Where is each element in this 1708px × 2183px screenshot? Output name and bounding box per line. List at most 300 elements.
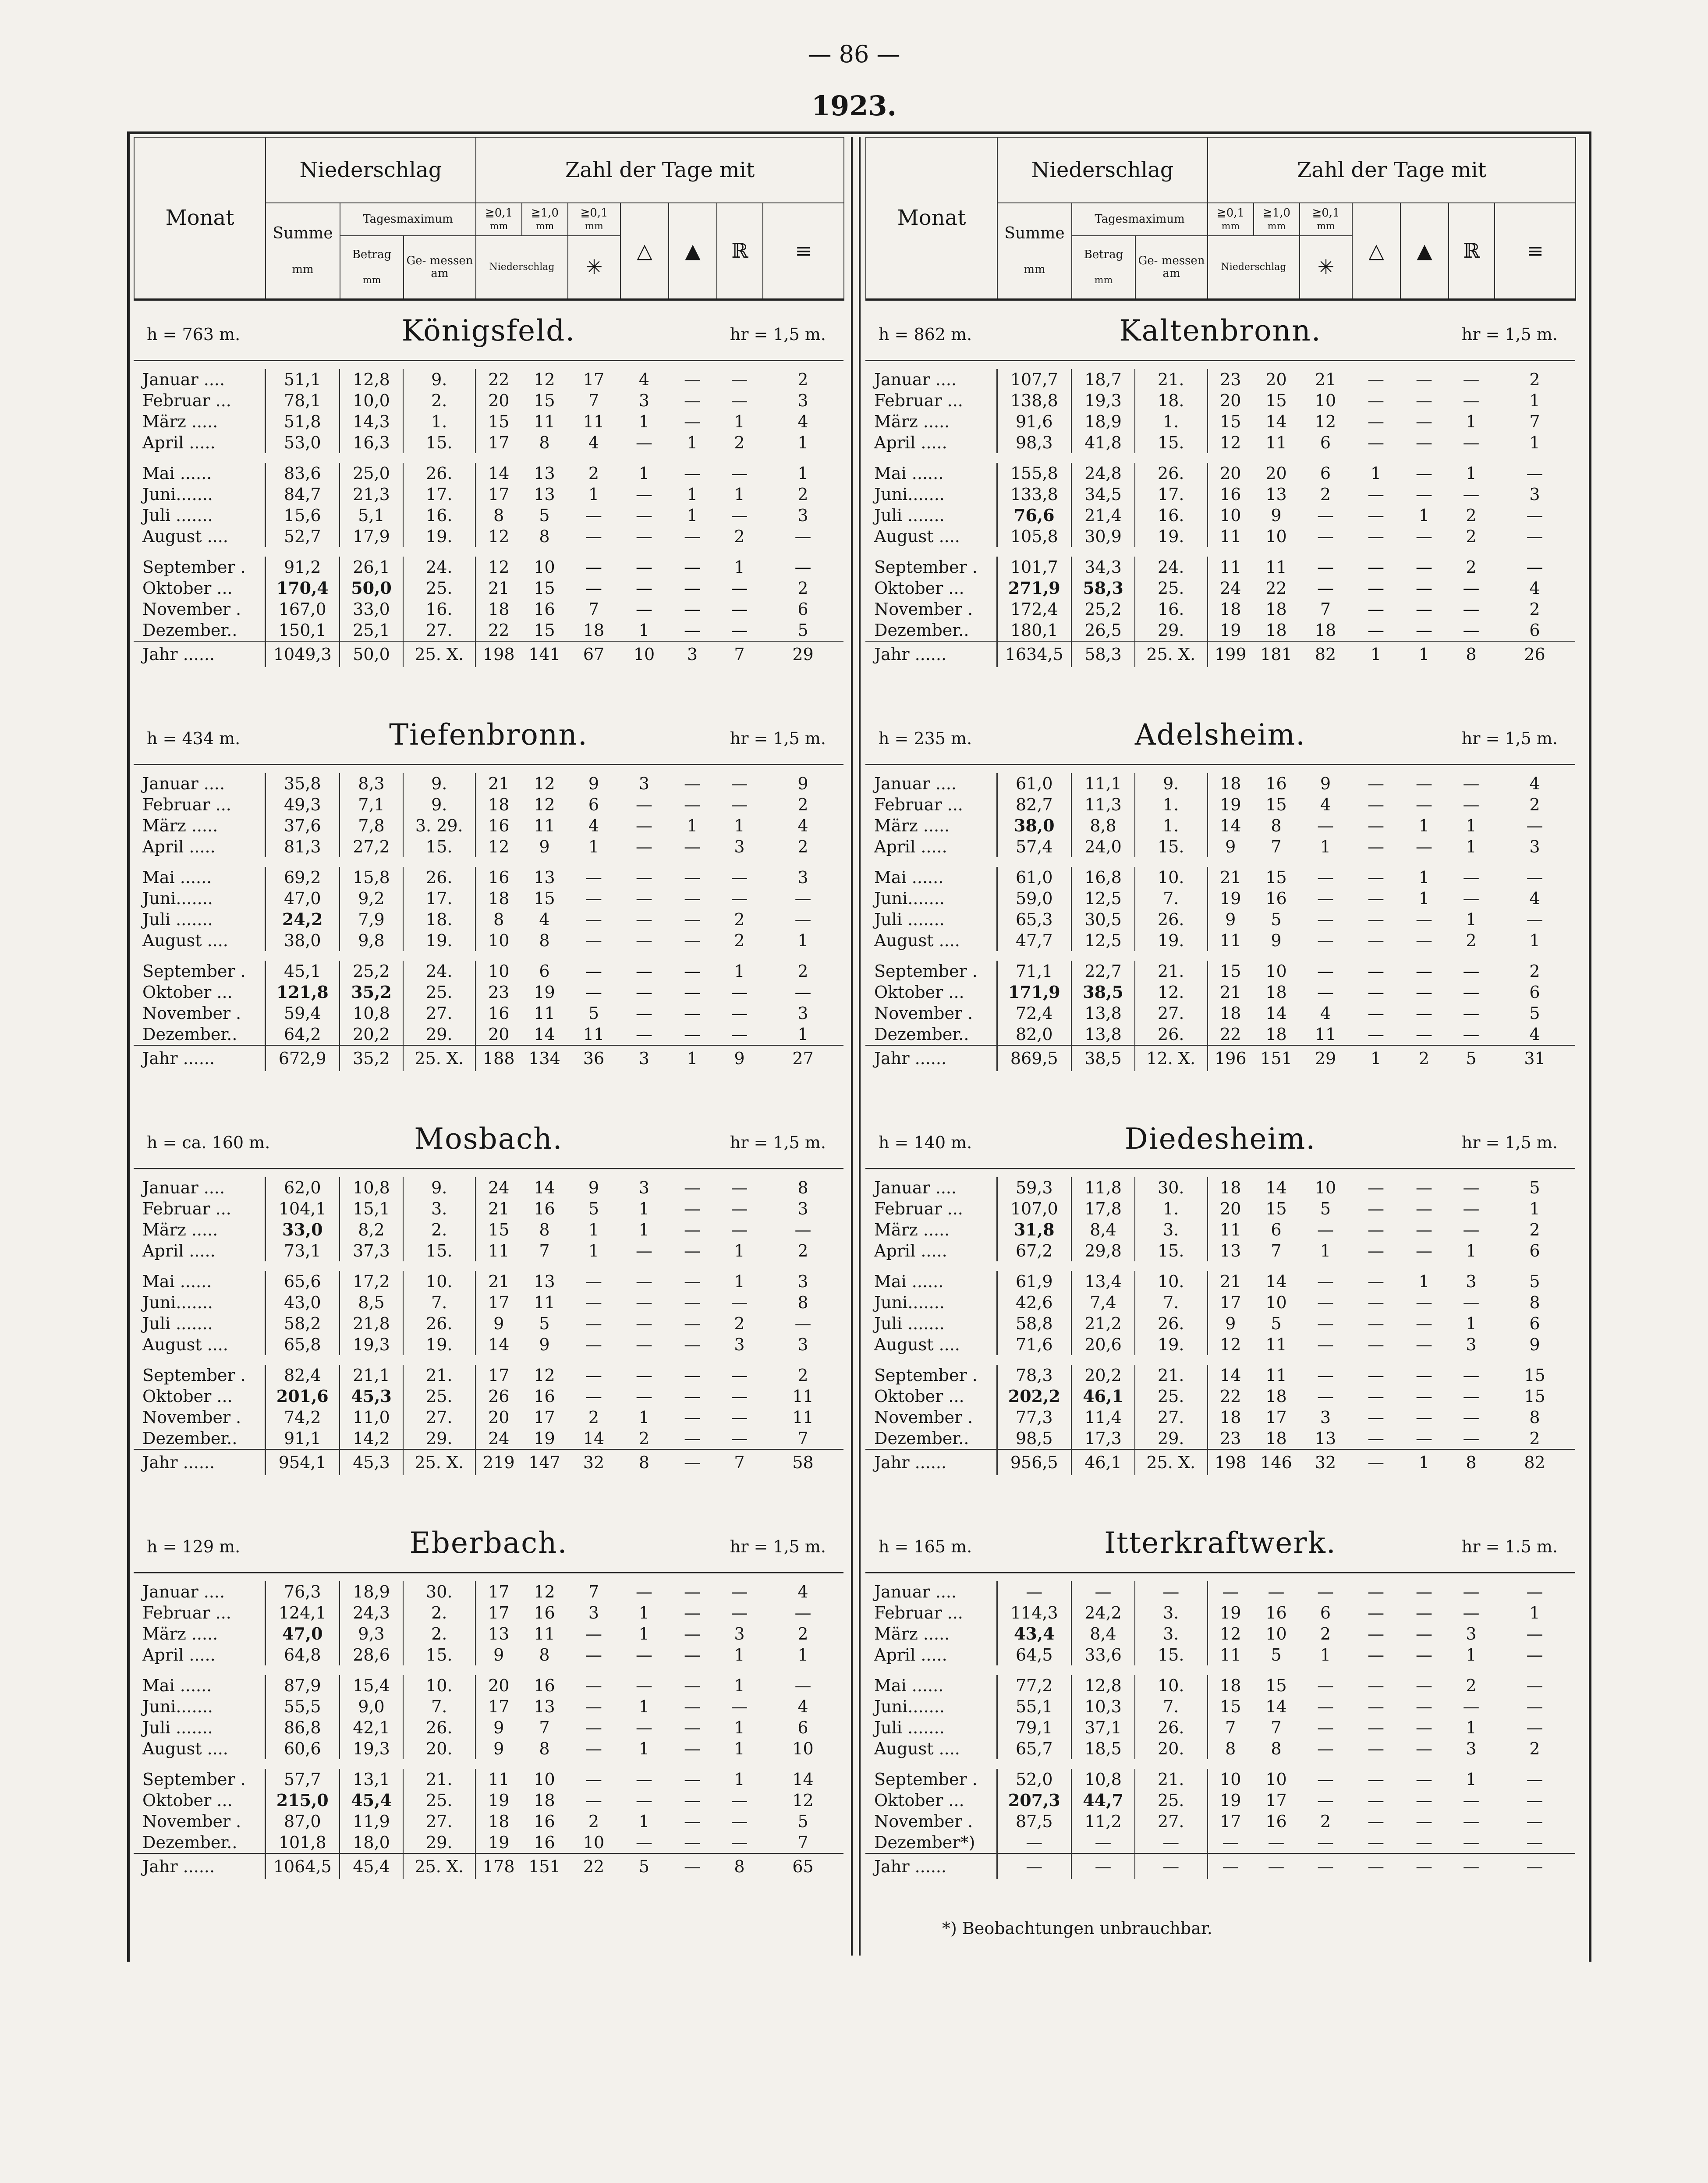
value-cell: — — [1368, 1645, 1384, 1665]
value-cell: — — [636, 1335, 652, 1354]
value-cell: 33,6 — [1071, 1644, 1135, 1665]
value-cell: 170,4 — [265, 578, 340, 599]
value-cell: 1 — [638, 1811, 650, 1831]
value-cell: 1 — [638, 1603, 650, 1622]
table-row — [134, 1313, 843, 1334]
value-cell: 14 — [534, 1178, 555, 1197]
value-cell: 55,1 — [997, 1696, 1071, 1717]
table-row — [865, 1581, 1575, 1602]
month-cell: Jahr ...... — [134, 1045, 265, 1071]
value-cell: 180,1 — [997, 620, 1071, 641]
value-cell: 1 — [1320, 1645, 1331, 1665]
value-cell: — — [1317, 1313, 1334, 1333]
value-cell: — — [585, 1718, 602, 1737]
value-cell: 1 — [1466, 1645, 1477, 1665]
month-cell: Juli ....... — [865, 1313, 997, 1334]
value-cell: 28,6 — [340, 1644, 403, 1665]
value-cell: 12,8 — [1071, 1675, 1135, 1696]
value-cell: — — [684, 1241, 701, 1260]
value-cell: 6 — [1320, 463, 1331, 483]
value-cell: 9 — [493, 1718, 504, 1737]
value-cell: 5 — [1271, 1313, 1282, 1333]
value-cell: 12 — [534, 369, 555, 389]
month-cell: März ..... — [134, 1623, 265, 1644]
value-cell: — — [1268, 1832, 1285, 1852]
value-cell: 9 — [1529, 1335, 1540, 1354]
table-row — [134, 1386, 843, 1407]
value-cell: — — [731, 620, 748, 640]
value-cell: — — [1135, 1853, 1207, 1879]
table-row — [134, 982, 843, 1003]
value-cell: 7 — [1271, 837, 1282, 856]
value-cell: 8 — [1225, 1739, 1236, 1758]
value-cell: — — [1317, 1582, 1334, 1601]
value-cell: 12 — [534, 1365, 555, 1385]
value-cell: 17. — [1135, 484, 1207, 505]
value-cell: 1 — [588, 1220, 599, 1239]
value-cell: 16 — [488, 816, 510, 835]
table-row — [134, 1675, 843, 1696]
value-cell: 18 — [488, 888, 510, 908]
station-hr: hr = 1.5 m. — [1461, 1537, 1558, 1556]
value-cell: 24. — [403, 557, 475, 578]
value-cell: — — [636, 816, 652, 835]
value-cell: 5 — [1271, 909, 1282, 929]
value-cell: — — [1526, 816, 1543, 835]
value-cell: 91,1 — [265, 1428, 340, 1449]
station-block — [134, 301, 843, 705]
value-cell: 155,8 — [997, 463, 1071, 484]
table-row — [865, 1198, 1575, 1219]
value-cell: — — [1416, 795, 1432, 814]
value-cell: 10. — [403, 1271, 475, 1292]
month-cell: Juni....... — [865, 484, 997, 505]
value-cell: — — [1317, 1220, 1334, 1239]
value-cell: — — [1368, 433, 1384, 452]
value-cell: — — [1368, 1178, 1384, 1197]
value-cell: 1 — [734, 484, 745, 504]
value-cell: 5 — [1320, 1199, 1331, 1218]
value-cell: 24. — [403, 961, 475, 982]
value-cell: 167,0 — [265, 599, 340, 620]
value-cell: — — [1368, 816, 1384, 835]
value-cell: — — [1317, 867, 1334, 887]
month-cell: Juni....... — [865, 1696, 997, 1717]
value-cell: 13 — [534, 463, 555, 483]
header-ge01: ≧0,1 mm — [1208, 203, 1254, 236]
value-cell: 19. — [403, 930, 475, 951]
value-cell: 101,7 — [997, 557, 1071, 578]
value-cell: — — [585, 1292, 602, 1312]
value-cell: — — [585, 1645, 602, 1665]
month-cell: Februar ... — [865, 794, 997, 815]
value-cell: — — [1071, 1853, 1135, 1879]
value-cell: 91,2 — [265, 557, 340, 578]
value-cell: — — [1463, 1003, 1480, 1023]
value-cell: 19 — [488, 1832, 510, 1852]
value-cell: — — [585, 961, 602, 981]
value-cell: 16 — [534, 599, 555, 619]
value-cell: — — [684, 1292, 701, 1312]
value-cell: — — [731, 463, 748, 483]
value-cell: 24,3 — [340, 1602, 403, 1623]
value-cell: 10,0 — [340, 390, 403, 411]
value-cell: 2 — [1529, 961, 1540, 981]
value-cell: 8,8 — [1071, 815, 1135, 836]
value-cell: — — [1526, 526, 1543, 546]
year-total-row — [865, 1045, 1575, 1071]
value-cell: 64,5 — [997, 1644, 1071, 1665]
value-cell: 65,6 — [265, 1271, 340, 1292]
value-cell: — — [636, 1003, 652, 1023]
value-cell: — — [1400, 1853, 1448, 1879]
value-cell: — — [1368, 369, 1384, 389]
value-cell: 1 — [734, 1675, 745, 1695]
value-cell: 16 — [1265, 1811, 1287, 1831]
table-row — [134, 578, 843, 599]
value-cell: — — [585, 867, 602, 887]
value-cell: 2 — [588, 1407, 599, 1427]
value-cell: 65,3 — [997, 909, 1071, 930]
value-cell: — — [731, 1832, 748, 1852]
table-row — [134, 1644, 843, 1665]
value-cell: 14 — [1265, 412, 1287, 431]
month-cell: Juli ....... — [865, 1717, 997, 1738]
value-cell: 956,5 — [997, 1449, 1071, 1475]
value-cell: 11 — [583, 412, 605, 431]
table-row — [134, 505, 843, 526]
value-cell: 4 — [1320, 795, 1331, 814]
station-height: h = 129 m. — [147, 1537, 241, 1556]
value-cell: 5,1 — [340, 505, 403, 526]
value-cell: 17 — [1265, 1407, 1287, 1427]
value-cell: — — [585, 1739, 602, 1758]
value-cell: 3 — [588, 1603, 599, 1622]
value-cell: — — [1416, 909, 1432, 929]
value-cell: 9 — [1225, 909, 1236, 929]
value-cell: 25. — [403, 1386, 475, 1407]
value-cell: 3 — [668, 641, 716, 667]
month-cell: Juli ....... — [865, 505, 997, 526]
value-cell: — — [1368, 526, 1384, 546]
value-cell: 2 — [797, 484, 808, 504]
value-cell: 17 — [488, 484, 510, 504]
table-row — [134, 1365, 843, 1386]
value-cell: — — [1416, 1675, 1432, 1695]
value-cell: 50,0 — [340, 578, 403, 599]
value-cell: — — [1463, 484, 1480, 504]
value-cell: 76,6 — [997, 505, 1071, 526]
value-cell: 3 — [797, 1271, 808, 1291]
value-cell: — — [1463, 795, 1480, 814]
value-cell: 1 — [1466, 412, 1477, 431]
value-cell: 9. — [403, 794, 475, 815]
value-cell: — — [684, 1199, 701, 1218]
value-cell: 14 — [488, 1335, 510, 1354]
value-cell: — — [731, 1199, 748, 1218]
month-cell: April ..... — [134, 836, 265, 857]
value-cell: — — [1368, 1697, 1384, 1716]
snowflake-icon: ✳ — [1300, 236, 1352, 299]
value-cell: 12,8 — [340, 369, 403, 390]
value-cell: 11,8 — [1071, 1177, 1135, 1198]
value-cell: — — [1416, 599, 1432, 619]
table-row — [134, 1790, 843, 1811]
value-cell: — — [1526, 1769, 1543, 1789]
table-row — [865, 1811, 1575, 1832]
value-cell: 73,1 — [265, 1240, 340, 1261]
month-cell: Jahr ...... — [865, 641, 997, 667]
value-cell: — — [1368, 412, 1384, 431]
month-cell: März ..... — [134, 815, 265, 836]
value-cell: 21 — [1220, 1271, 1241, 1291]
value-cell: 3 — [797, 1335, 808, 1354]
value-cell: 10 — [488, 930, 510, 950]
value-cell: 26 — [488, 1386, 510, 1406]
value-cell: 71,1 — [997, 961, 1071, 982]
month-cell: Oktober ... — [865, 1790, 997, 1811]
value-cell: — — [1526, 1697, 1543, 1716]
value-cell: 11,4 — [1071, 1407, 1135, 1428]
month-cell: Juli ....... — [134, 909, 265, 930]
station-title-bar — [865, 705, 1575, 765]
value-cell: — — [684, 1790, 701, 1810]
value-cell: 1 — [1529, 930, 1540, 950]
value-cell: — — [794, 1313, 811, 1333]
table-row — [134, 1198, 843, 1219]
value-cell: 12,5 — [1071, 888, 1135, 909]
value-cell: 9,0 — [340, 1696, 403, 1717]
table-row — [865, 1428, 1575, 1449]
value-cell: 52,0 — [997, 1769, 1071, 1790]
value-cell: — — [1526, 1790, 1543, 1810]
value-cell: 15. — [1135, 1644, 1207, 1665]
table-row — [134, 411, 843, 432]
value-cell: 7,9 — [340, 909, 403, 930]
value-cell: — — [794, 909, 811, 929]
value-cell: 27. — [403, 1811, 475, 1832]
value-cell: 15 — [1265, 390, 1287, 410]
table-row — [865, 961, 1575, 982]
station-table — [865, 1581, 1575, 1879]
value-cell: 17 — [534, 1407, 555, 1427]
month-cell: Februar ... — [865, 1602, 997, 1623]
table-row — [865, 1271, 1575, 1292]
month-cell: Februar ... — [134, 1198, 265, 1219]
value-cell: 5 — [1529, 1178, 1540, 1197]
value-cell: 1 — [1529, 1603, 1540, 1622]
value-cell: 1 — [1466, 909, 1477, 929]
value-cell: — — [585, 1769, 602, 1789]
value-cell: — — [636, 909, 652, 929]
value-cell: — — [1526, 1645, 1543, 1665]
value-cell: 124,1 — [265, 1602, 340, 1623]
value-cell: 101,8 — [265, 1832, 340, 1853]
value-cell: 11 — [583, 1024, 605, 1044]
value-cell: 12. X. — [1135, 1045, 1207, 1071]
table-row — [865, 578, 1575, 599]
value-cell: 25. — [1135, 1790, 1207, 1811]
value-cell: 51,1 — [265, 369, 340, 390]
value-cell: 1 — [1320, 837, 1331, 856]
value-cell: 1 — [588, 837, 599, 856]
value-cell: — — [636, 433, 652, 452]
value-cell: — — [1368, 961, 1384, 981]
value-cell: 20 — [1265, 463, 1287, 483]
value-cell: 19. — [1135, 930, 1207, 951]
value-cell: 23 — [488, 982, 510, 1002]
value-cell: — — [1416, 1335, 1432, 1354]
station-hr: hr = 1,5 m. — [730, 1537, 826, 1556]
value-cell: — — [1368, 557, 1384, 577]
value-cell: 1 — [638, 1407, 650, 1427]
value-cell: — — [585, 578, 602, 598]
value-cell: 43,0 — [265, 1292, 340, 1313]
table-row — [865, 867, 1575, 888]
value-cell: 4 — [1529, 774, 1540, 793]
month-cell: Oktober ... — [134, 982, 265, 1003]
station-height: h = 140 m. — [879, 1132, 972, 1152]
value-cell: — — [1368, 1675, 1384, 1695]
value-cell: — — [585, 557, 602, 577]
value-cell: — — [1416, 1313, 1432, 1333]
value-cell: — — [684, 1313, 701, 1333]
value-cell: 5 — [539, 505, 550, 525]
value-cell: 2 — [734, 909, 745, 929]
month-cell: Mai ...... — [134, 867, 265, 888]
value-cell: 25. — [403, 1790, 475, 1811]
value-cell: 12 — [792, 1790, 814, 1810]
value-cell: — — [684, 369, 701, 389]
value-cell: — — [731, 795, 748, 814]
table-row — [134, 1832, 843, 1853]
station-height: h = 235 m. — [879, 728, 972, 748]
value-cell: — — [1463, 390, 1480, 410]
value-cell: 15 — [534, 390, 555, 410]
value-cell: 1 — [1529, 433, 1540, 452]
value-cell: — — [636, 888, 652, 908]
value-cell: 78,1 — [265, 390, 340, 411]
value-cell: 53,0 — [265, 432, 340, 453]
value-cell: 104,1 — [265, 1198, 340, 1219]
value-cell: 18 — [488, 1811, 510, 1831]
table-row — [865, 463, 1575, 484]
value-cell: 55,5 — [265, 1696, 340, 1717]
value-cell: 86,8 — [265, 1717, 340, 1738]
value-cell: — — [1463, 1697, 1480, 1716]
value-cell: — — [1526, 557, 1543, 577]
value-cell: 18 — [1265, 1024, 1287, 1044]
value-cell: 2 — [1529, 1739, 1540, 1758]
value-cell: 15 — [1265, 795, 1287, 814]
value-cell: 59,3 — [997, 1177, 1071, 1198]
value-cell: — — [636, 1365, 652, 1385]
value-cell: 58,3 — [1071, 641, 1135, 667]
value-cell: 26. — [403, 867, 475, 888]
month-cell: März ..... — [134, 1219, 265, 1240]
value-cell: — — [1416, 1739, 1432, 1758]
value-cell: 2 — [797, 1365, 808, 1385]
value-cell: — — [636, 578, 652, 598]
value-cell: 15,1 — [340, 1198, 403, 1219]
table-row — [865, 1832, 1575, 1853]
month-cell: Juni....... — [134, 484, 265, 505]
header-niederschlag: Niederschlag — [266, 137, 476, 203]
value-cell: 19,3 — [340, 1334, 403, 1355]
value-cell: — — [1368, 1790, 1384, 1810]
table-row — [134, 1003, 843, 1024]
value-cell: 12 — [1315, 412, 1336, 431]
value-cell: 13 — [1220, 1241, 1241, 1260]
table-row — [865, 599, 1575, 620]
value-cell: — — [1368, 1739, 1384, 1758]
value-cell: 21 — [1220, 867, 1241, 887]
value-cell: 201,6 — [265, 1386, 340, 1407]
value-cell: — — [1368, 909, 1384, 929]
table-row — [134, 1602, 843, 1623]
value-cell: 1 — [734, 1769, 745, 1789]
value-cell: 71,6 — [997, 1334, 1071, 1355]
month-cell: Dezember.. — [134, 1832, 265, 1853]
value-cell: 46,1 — [1071, 1449, 1135, 1475]
value-cell: 13 — [1315, 1428, 1336, 1448]
value-cell: 38,5 — [1071, 1045, 1135, 1071]
value-cell: 20 — [488, 1024, 510, 1044]
value-cell: 11 — [1220, 1645, 1241, 1665]
value-cell: — — [731, 1220, 748, 1239]
value-cell: 13,8 — [1071, 1024, 1135, 1045]
value-cell: 14 — [1265, 1271, 1287, 1291]
table-row — [134, 1024, 843, 1045]
value-cell: 19. — [403, 526, 475, 547]
value-cell: 98,3 — [997, 432, 1071, 453]
triangle-icon: △ — [1352, 203, 1400, 299]
value-cell: 9,8 — [340, 930, 403, 951]
value-cell: — — [684, 1624, 701, 1643]
station-height: h = 165 m. — [879, 1537, 972, 1556]
value-cell: 14 — [1220, 816, 1241, 835]
value-cell: — — [636, 1024, 652, 1044]
value-cell: 1 — [797, 433, 808, 452]
value-cell: 8,4 — [1071, 1219, 1135, 1240]
month-cell: September . — [865, 961, 997, 982]
month-cell: Oktober ... — [134, 1386, 265, 1407]
value-cell: — — [1317, 961, 1334, 981]
value-cell: 15 — [488, 412, 510, 431]
value-cell: — — [636, 982, 652, 1002]
value-cell: 14,3 — [340, 411, 403, 432]
value-cell: 82,7 — [997, 794, 1071, 815]
value-cell: — — [1222, 1582, 1239, 1601]
month-cell: Juli ....... — [865, 909, 997, 930]
value-cell: 3. 29. — [403, 815, 475, 836]
month-cell: November . — [134, 1811, 265, 1832]
value-cell: 36 — [567, 1045, 620, 1071]
snowflake-icon: ✳ — [568, 236, 620, 299]
table-row — [865, 1386, 1575, 1407]
table-row — [134, 1219, 843, 1240]
value-cell: — — [684, 1832, 701, 1852]
month-cell: November . — [865, 1407, 997, 1428]
station-table — [865, 369, 1575, 667]
value-cell: — — [997, 1581, 1071, 1602]
month-cell: August .... — [865, 1334, 997, 1355]
value-cell: 198 — [475, 641, 521, 667]
value-cell: 3 — [734, 1335, 745, 1354]
value-cell: 65,7 — [997, 1738, 1071, 1759]
value-cell: 1 — [1418, 816, 1430, 835]
table-row — [865, 526, 1575, 547]
